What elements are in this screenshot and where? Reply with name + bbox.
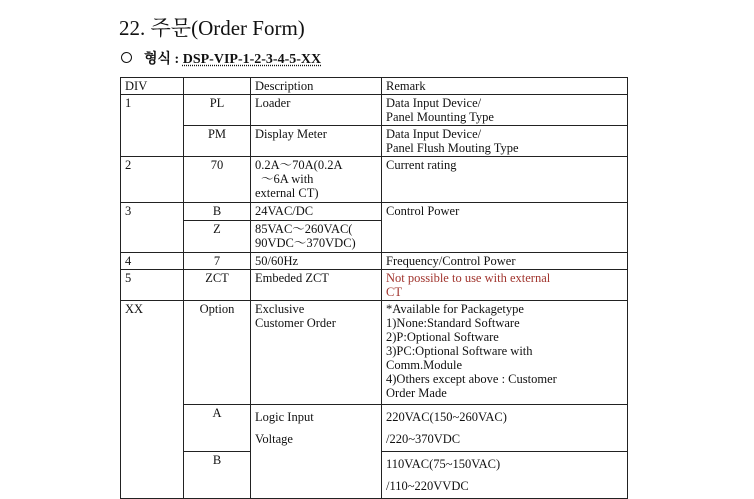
header-description: Description [251, 78, 382, 95]
description-cell: Loader [251, 95, 382, 126]
code-cell: PL [184, 95, 251, 126]
description-line: external CT) [255, 186, 319, 200]
remark-line: 220VAC(150~260VAC) [386, 410, 507, 424]
remark-line: /220~370VDC [386, 432, 461, 446]
description-line: 0.2A～70A(0.2A [255, 158, 343, 172]
remark-cell: Current rating [382, 157, 628, 203]
remark-line: /110~220VVDC [386, 479, 469, 493]
description-line: Exclusive [255, 302, 305, 316]
remark-line: Comm.Module [386, 358, 463, 372]
header-remark: Remark [382, 78, 628, 95]
table-row [121, 203, 628, 221]
header-code [184, 78, 251, 95]
format-code: DSP-VIP-1-2-3-4-5-XX [182, 52, 322, 67]
description-line: Voltage [255, 432, 293, 446]
table-row [121, 95, 628, 126]
header-div: DIV [121, 78, 184, 95]
code-cell: 70 [184, 157, 251, 203]
circle-bullet-icon [121, 52, 132, 63]
remark-line: Data Input Device/ [386, 127, 482, 141]
model-format [121, 48, 321, 68]
remark-line: CT [386, 285, 402, 299]
remark-cell [382, 452, 628, 499]
table-row [121, 301, 628, 405]
remark-cell [382, 301, 628, 405]
description-cell [251, 221, 382, 253]
description-cell [251, 405, 382, 499]
table-row [121, 270, 628, 301]
remark-cell [382, 405, 628, 452]
description-cell: Display Meter [251, 126, 382, 157]
table-row [121, 253, 628, 270]
remark-line: *Available for Packagetype [386, 302, 524, 316]
remark-line: 2)P:Optional Software [386, 330, 499, 344]
remark-line: Not possible to use with external [386, 271, 551, 285]
description-line: 85VAC～260VAC( [255, 222, 353, 236]
description-cell [251, 157, 382, 203]
div-cell: XX [121, 301, 184, 499]
code-cell: 7 [184, 253, 251, 270]
remark-line: Panel Flush Mouting Type [386, 141, 519, 155]
description-line: Logic Input [255, 410, 314, 424]
div-cell: 1 [121, 95, 184, 157]
remark-line: Panel Mounting Type [386, 110, 494, 124]
remark-line: Data Input Device/ [386, 96, 482, 110]
remark-line: Order Made [386, 386, 447, 400]
table-row [121, 405, 628, 452]
description-cell: 24VAC/DC [251, 203, 382, 221]
remark-cell: Frequency/Control Power [382, 253, 628, 270]
description-line: 90VDC～370VDC) [255, 236, 356, 250]
format-label: 형식 : [144, 52, 183, 67]
table-row [121, 126, 628, 157]
code-cell: PM [184, 126, 251, 157]
div-cell: 4 [121, 253, 184, 270]
code-cell: A [184, 405, 251, 452]
remark-line: 3)PC:Optional Software with [386, 344, 533, 358]
remark-line: 110VAC(75~150VAC) [386, 457, 501, 471]
description-cell [251, 301, 382, 405]
code-cell: Option [184, 301, 251, 405]
remark-line: 1)None:Standard Software [386, 316, 520, 330]
order-form-table [120, 77, 628, 499]
remark-cell: Control Power [382, 203, 628, 253]
description-line: ～6A with [261, 172, 314, 186]
description-line: Customer Order [255, 316, 336, 330]
remark-cell [382, 126, 628, 157]
div-cell: 2 [121, 157, 184, 203]
code-cell: B [184, 452, 251, 499]
remark-cell [382, 95, 628, 126]
code-cell: B [184, 203, 251, 221]
remark-cell [382, 270, 628, 301]
div-cell: 5 [121, 270, 184, 301]
div-cell: 3 [121, 203, 184, 253]
code-cell: Z [184, 221, 251, 253]
remark-line: 4)Others except above : Customer [386, 372, 557, 386]
table-header-row [121, 78, 628, 95]
table-row [121, 157, 628, 203]
page-title: 22. 주문(Order Form) [119, 16, 305, 40]
description-cell: 50/60Hz [251, 253, 382, 270]
code-cell: ZCT [184, 270, 251, 301]
description-cell: Embeded ZCT [251, 270, 382, 301]
